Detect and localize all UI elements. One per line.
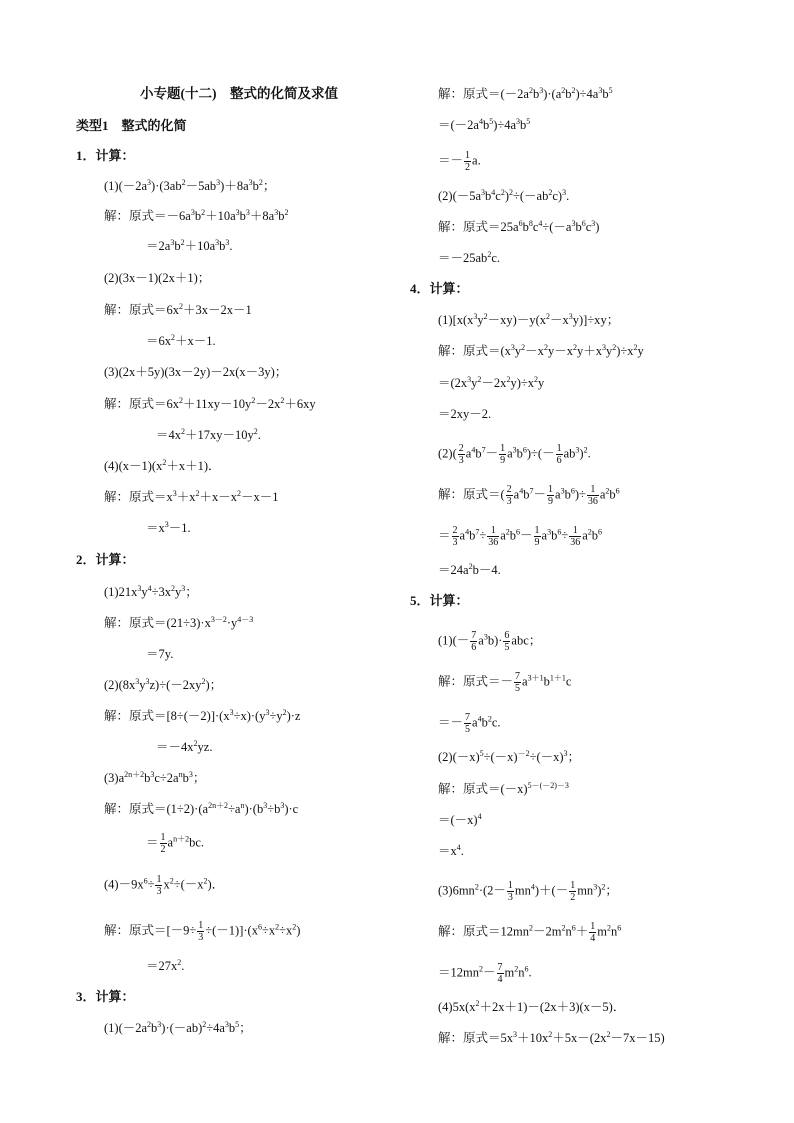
problem-5-2-step: $=(-x)^4$ — [438, 812, 482, 827]
problem-1-number: 1．计算： — [76, 148, 135, 163]
problem-5-number: 5．计算： — [410, 593, 469, 608]
problem-2-4-result: $=27x^2$. — [146, 958, 185, 973]
problem-5-4-solution: 解：原式$=5x^3+10x^2+5x-(2x^2-7x-15)$ — [438, 1030, 665, 1045]
problem-3-2-result: $=-25ab^2c$. — [438, 250, 500, 265]
problem-5-2-solution: 解：原式$=(-x)^{5-(-2)-3}$ — [438, 781, 569, 796]
problem-3-2-question: $(2)(-5a^3b^4c^2)^2\div(-ab^2c)^3$. — [438, 188, 570, 203]
problem-5-1-solution: 解：原式＝－ $\frac{7}{5}$ $a^{3+1}b^{1+1}c$ — [438, 671, 572, 694]
problem-4-number: 4．计算： — [410, 281, 469, 296]
problem-2-1-solution: 解：原式$=(21\div 3)\cdot x^{3-2}\cdot y^{4-3}$ — [104, 615, 254, 630]
problem-5-3-question: $(3)6mn^2\cdot(2-$ $\frac{1}{3}$ $mn^4)+(-$ $\frac{1}{2}$ $mn^3)^2$； — [438, 880, 618, 903]
problem-1-4-solution: 解：原式$=x^3+x^2+x-x^2-x-1$ — [104, 489, 279, 504]
problem-2-2-solution: 解：原式$=[8\div(-2)]\cdot(x^3\div x)\cdot(y^3\div y^2)\cdot z$ — [104, 708, 301, 723]
problem-3-1-step: $=(-2a^4b^5)\div 4a^3b^5$ — [438, 117, 531, 132]
problem-2-3-result: ＝ $\frac{1}{2}$ $a^{n+2}bc$. — [146, 832, 205, 855]
problem-5-2-question: $(2)(-x)^5\div(-x)^{-2}\div(-x)^3$； — [438, 749, 581, 764]
problem-4-2-step: ＝ $\frac{2}{3}$ $a^4b^7\div$ $\frac{1}{36}$ $a^2b^6-$ $\frac{1}{9}$ $a^3b^6\div$ $\frac{1}{36}$ $a^2b^6$ — [438, 525, 603, 548]
problem-2-2-question: $(2)(8x^3y^3z)\div(-2xy^2)$； — [104, 677, 223, 692]
problem-2-4-solution: 解：原式＝[－9÷ $\frac{1}{3}$ $\div(-1)]\cdot(x^6\div x^2\div x^2)$ — [104, 920, 301, 943]
problem-1-2-result: $=6x^2+x-1$. — [146, 333, 216, 348]
problem-4-2-result: $=24a^2b-4$. — [438, 562, 501, 577]
problem-2-1-result: ＝7y. — [146, 647, 174, 661]
problem-3-1-solution: 解：原式$=(-2a^2b^3)\cdot(a^2b^2)\div 4a^3b^5$ — [438, 86, 613, 101]
problem-4-2-solution: 解：原式＝( $\frac{2}{3}$ $a^4b^7-$ $\frac{1}{9}$ $a^3b^6)\div$ $\frac{1}{36}$ $a^2b^6$ — [438, 484, 620, 507]
problem-5-2-result: $=x^4$. — [438, 843, 464, 858]
problem-4-1-solution: 解：原式$=(x^3y^2-x^2y-x^2y+x^3y^2)\div x^2y$ — [438, 343, 644, 358]
problem-2-4-question: $(4)-9x^6\div$ $\frac{1}{3}$ $x^2\div(-x^2)$． — [104, 874, 225, 897]
problem-2-number: 2．计算： — [76, 552, 135, 567]
problem-1-3-question: (3)(2x＋5y)(3x－2y)－2x(x－3y)； — [104, 365, 288, 379]
section-heading-type1: 类型1 整式的化简 — [76, 118, 187, 133]
problem-1-2-question: (2)(3x－1)(2x＋1)； — [104, 271, 211, 285]
problem-1-2-solution: 解：原式$=6x^2+3x-2x-1$ — [104, 302, 252, 317]
problem-1-1-question: $(1)(-2a^3)\cdot(3ab^2-5ab^3)+8a^3b^2$； — [104, 178, 276, 193]
problem-5-1-question: (1)(－ $\frac{7}{6}$ $a^3b)\cdot$ $\frac{6}{5}$ abc； — [438, 630, 542, 653]
problem-2-2-result: $=-4x^2yz$. — [156, 739, 213, 754]
problem-1-1-solution: 解：原式$=-6a^3b^2+10a^3b^3+8a^3b^2$ — [104, 208, 289, 223]
problem-5-1-result: ＝－ $\frac{7}{5}$ $a^4b^2c$. — [438, 712, 501, 735]
problem-4-1-question: $(1)[x(x^3y^2-xy)-y(x^2-x^3y)]\div xy$； — [438, 312, 620, 327]
problem-1-3-result: $=4x^2+17xy-10y^2$. — [156, 427, 261, 442]
problem-5-3-result: $=12mn^2-$ $\frac{7}{4}$ $m^2n^6$. — [438, 962, 532, 985]
problem-2-3-question: $(3)a^{2n+2}b^3c\div 2a^nb^3$； — [104, 770, 206, 785]
problem-3-2-solution: 解：原式$=25a^6b^8c^4\div(-a^3b^6c^3)$ — [438, 219, 600, 234]
problem-2-1-question: $(1)21x^3y^4\div 3x^2y^3$； — [104, 584, 198, 599]
problem-5-4-question: $(4)5x(x^2+2x+1)-(2x+3)(x-5)$． — [438, 999, 626, 1014]
problem-1-4-result: $=x^3-1$. — [146, 520, 191, 535]
problem-3-1-result: ＝－ $\frac{1}{2}$ a. — [438, 150, 481, 173]
problem-5-3-solution: 解：原式$=12mn^2-2m^2n^6+$ $\frac{1}{4}$ $m^2n^6$ — [438, 921, 622, 944]
problem-4-1-step: $=(2x^3y^2-2x^2y)\div x^2y$ — [438, 375, 545, 390]
problem-3-1-question: $(1)(-2a^2b^3)\cdot(-ab)^2\div 4a^3b^5$； — [104, 1020, 252, 1035]
problem-2-3-solution: 解：原式$=(1\div 2)\cdot(a^{2n+2}\div a^n)\cdot(b^3\div b^3)\cdot c$ — [104, 801, 299, 816]
problem-1-3-solution: 解：原式$=6x^2+11xy-10y^2-2x^2+6xy$ — [104, 396, 316, 411]
page-title: 小专题(十二) 整式的化简及求值 — [140, 86, 338, 101]
problem-3-number: 3．计算： — [76, 989, 135, 1004]
problem-1-1-result: $=2a^3b^2+10a^3b^3$. — [146, 238, 233, 253]
problem-4-2-question: (2)( $\frac{2}{3}$ $a^4b^7-$ $\frac{1}{9}$ $a^3b^6)\div(-$ $\frac{1}{6}$ $ab^3)^2$. — [438, 443, 591, 466]
problem-1-4-question: $(4)(x-1)(x^2+x+1)$． — [104, 458, 221, 473]
problem-4-1-result: ＝2xy－2. — [438, 407, 492, 421]
